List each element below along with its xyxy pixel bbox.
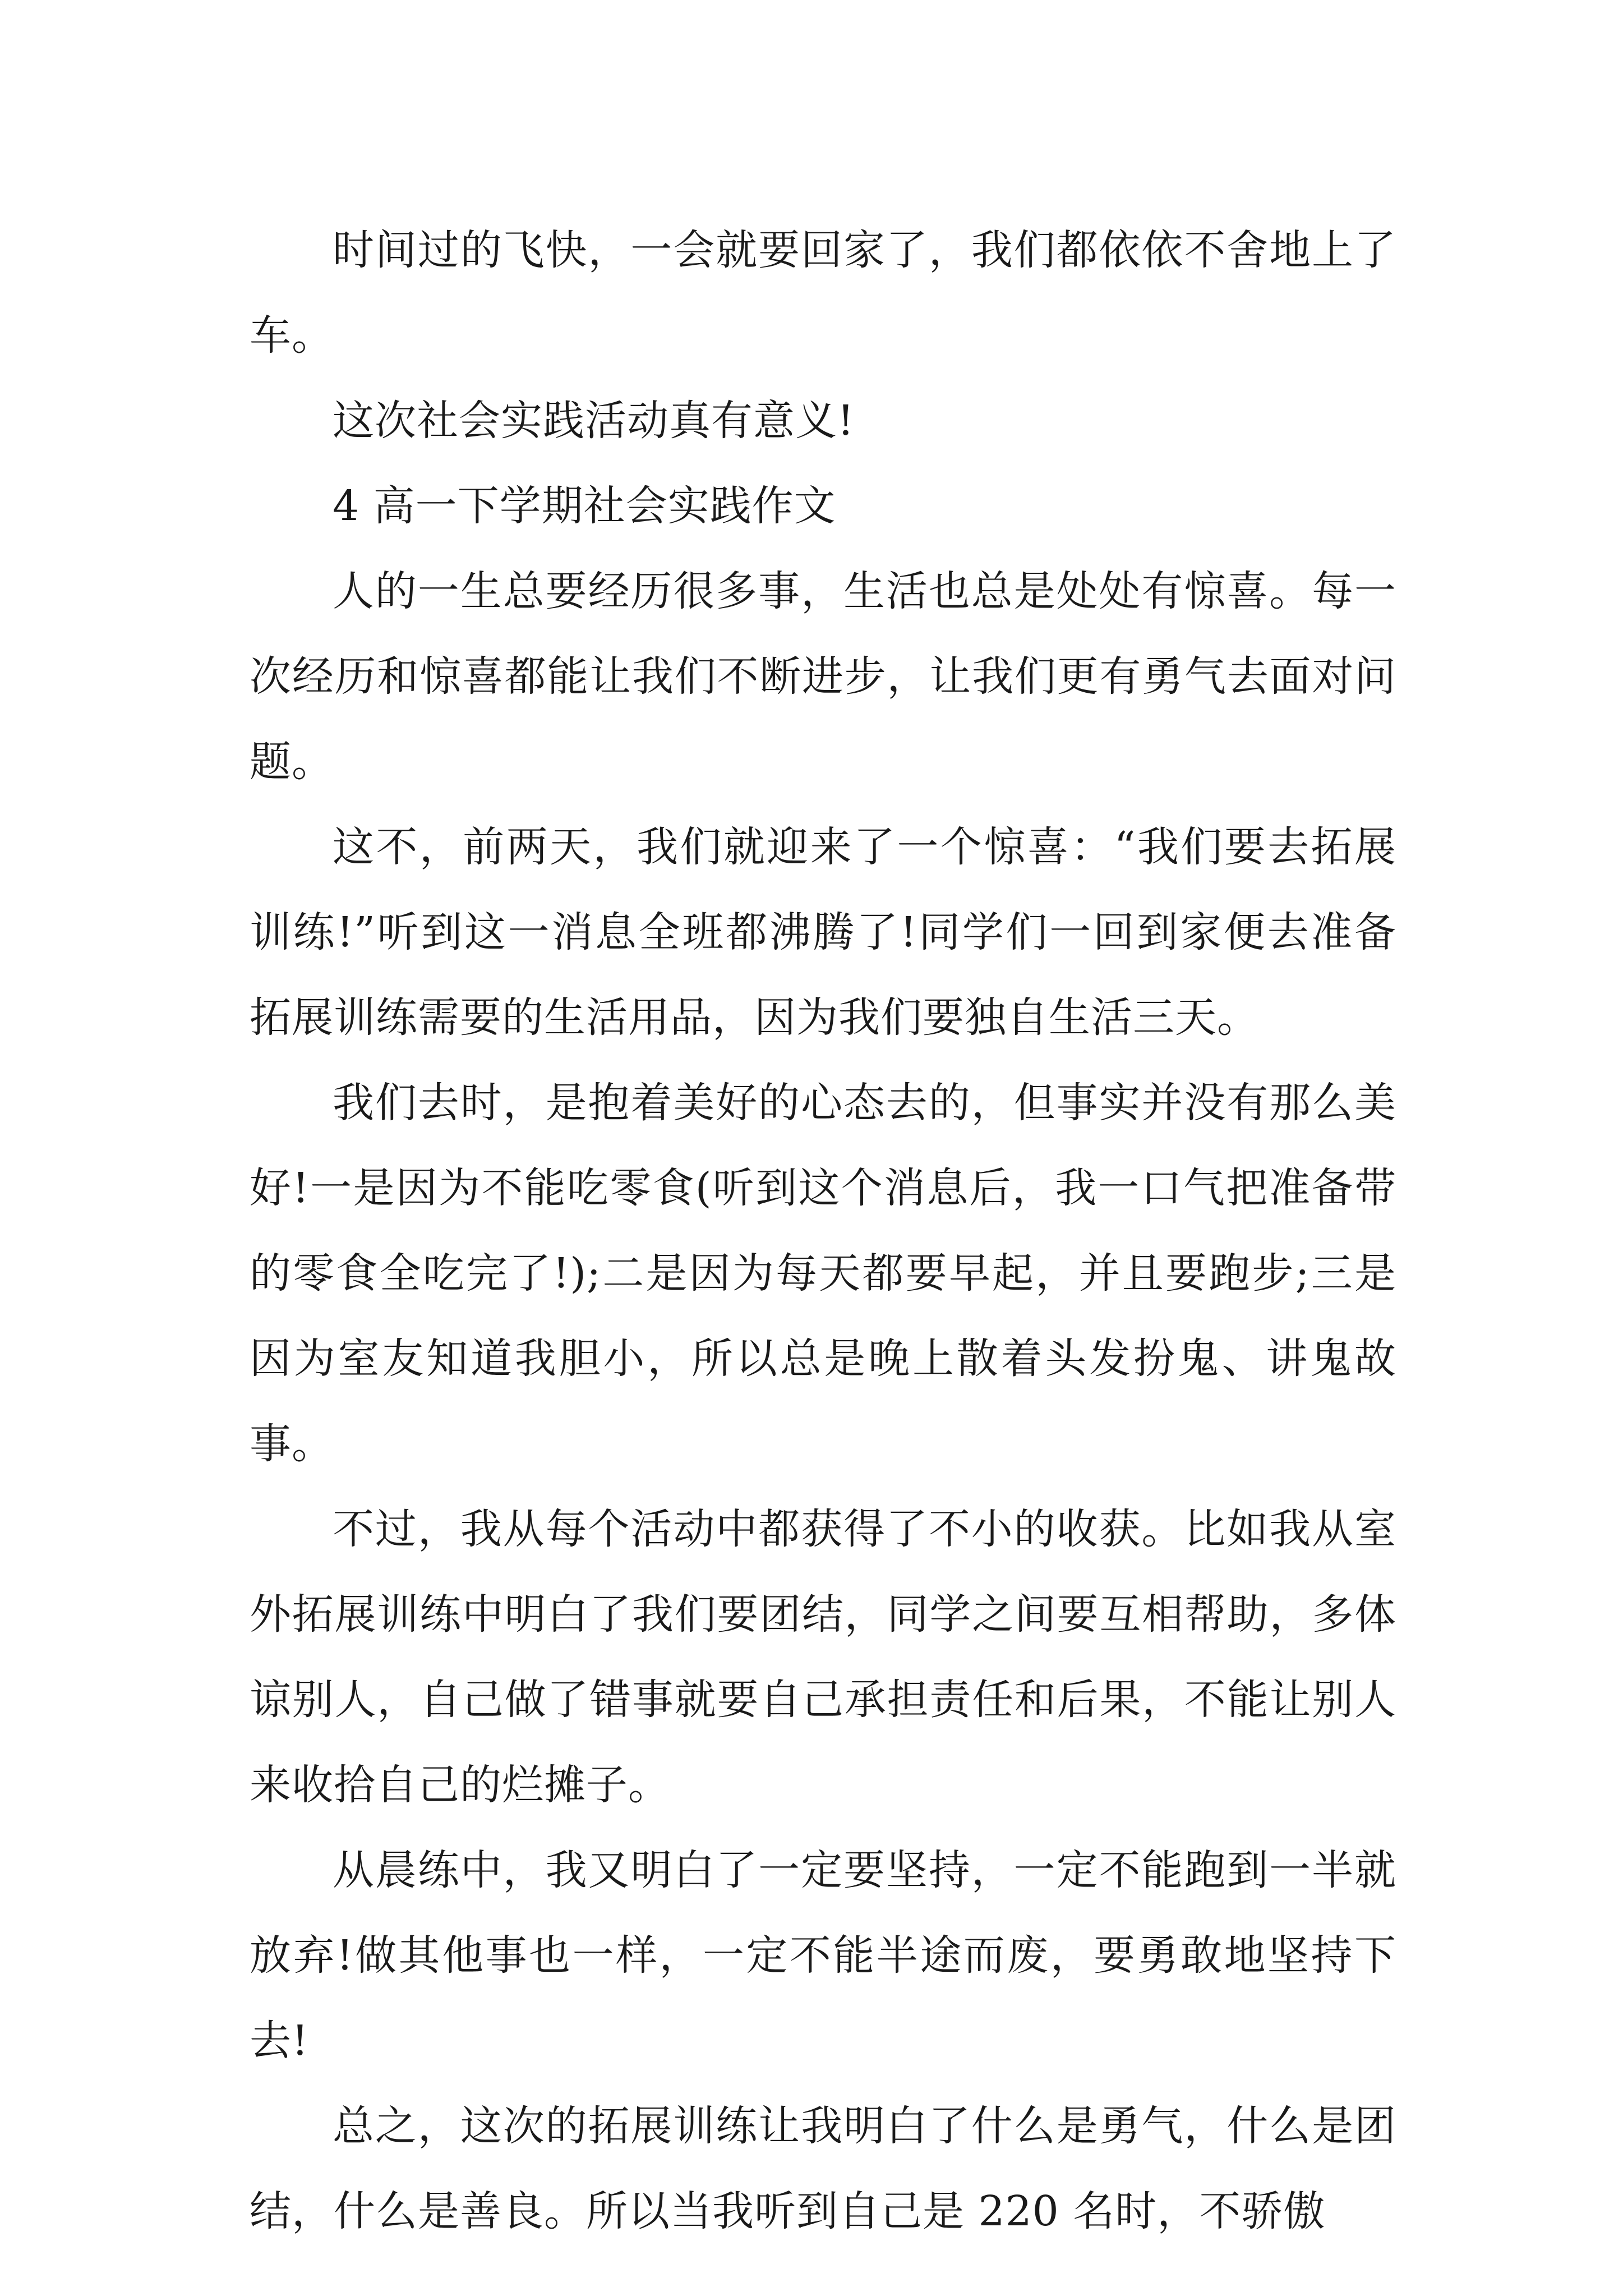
paragraph-gains: 不过，我从每个活动中都获得了不小的收获。比如我从室外拓展训练中明白了我们要团结，同学之间要互相帮助，多体谅别人，自己做了错事就要自己承担责任和后果，不能让别人来收拾自己的烂摊子。 bbox=[250, 1505, 1396, 1809]
essay-title: 4 高一下学期社会实践作文 bbox=[333, 482, 836, 530]
paragraph-going-home: 时间过的飞快，一会就要回家了，我们都依依不舍地上了车。 bbox=[250, 226, 1396, 360]
paragraph-life-surprises: 人的一生总要经历很多事，生活也总是处处有惊喜。每一次经历和惊喜都能让我们不断进步，让我们更有勇气去面对问题。 bbox=[250, 567, 1396, 786]
document-body bbox=[250, 208, 1396, 2254]
paragraph-meaningful-activity: 这次社会实践活动真有意义! bbox=[333, 397, 855, 445]
paragraph-morning-exercise: 从晨练中，我又明白了一定要坚持，一定不能跑到一半就放弃!做其他事也一样，一定不能半途而废，要勇敢地坚持下去! bbox=[250, 1846, 1396, 2065]
paragraph-conclusion: 总之，这次的拓展训练让我明白了什么是勇气，什么是团结，什么是善良。所以当我听到自己是 220 名时，不骄傲 bbox=[250, 2102, 1396, 2235]
paragraph-training-announcement: 这不，前两天，我们就迎来了一个惊喜：“我们要去拓展训练!”听到这一消息全班都沸腾了!同学们一回到家便去准备拓展训练需要的生活用品，因为我们要独自生活三天。 bbox=[250, 823, 1396, 1042]
paragraph-expectations: 我们去时，是抱着美好的心态去的，但事实并没有那么美好!一是因为不能吃零食(听到这个消息后，我一口气把准备带的零食全吃完了!);二是因为每天都要早起，并且要跑步;三是因为室友知道我胆小，所以总是晚上散着头发扮鬼、讲鬼故事。 bbox=[250, 1079, 1396, 1468]
